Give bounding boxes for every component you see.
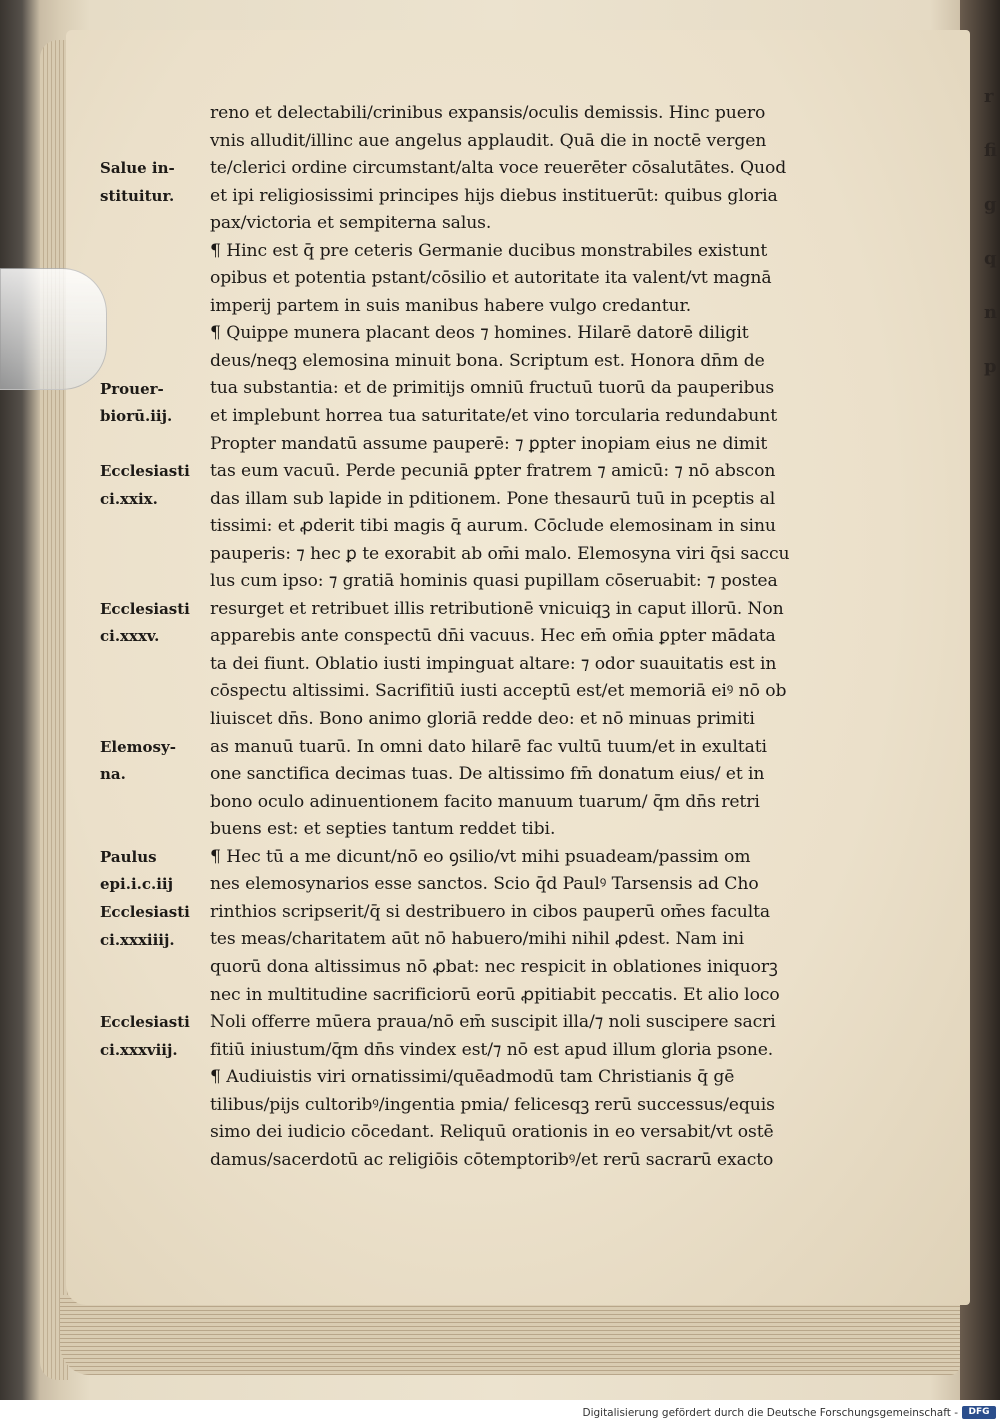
text-line: fitiū iniustum/q̄m dn̄s vindex est/⁊ nō est apud illum gloria psone. bbox=[210, 1039, 774, 1060]
margin-note: biorū.iij. bbox=[100, 407, 173, 426]
text-line: simo dei iudicio cōcedant. Reliquū orationis in eo versabit/vt ostē bbox=[210, 1122, 774, 1143]
text-line: rinthios scripserit/q̄ si destribuero in cibos pauperū om̄es faculta bbox=[210, 901, 771, 922]
text-line: liuiscet dn̄s. Bono animo gloriā redde deo: et nō minuas primiti bbox=[210, 709, 755, 730]
text-line: buens est: et septies tantum reddet tibi. bbox=[210, 819, 556, 840]
page-holder-clip bbox=[0, 268, 107, 390]
text-line: imperij partem in suis manibus habere vulgo credantur. bbox=[210, 295, 692, 316]
text-line: apparebis ante conspectū dn̄i vacuus. Hec em̄ om̄ia ꝑpter mādata bbox=[210, 626, 776, 647]
text-line: as manuū tuarū. In omni dato hilarē fac vultū tuum/et in exultati bbox=[210, 736, 767, 757]
text-line: et implebunt horrea tua saturitate/et vino torcularia redundabunt bbox=[210, 406, 778, 427]
text-line: ¶ Quippe munera placant deos ⁊ homines. Hilarē datorē diligit bbox=[210, 323, 749, 344]
text-line: tas eum vacuū. Perde pecuniā ꝑpter fratrem ⁊ amicū: ⁊ nō abscon bbox=[210, 461, 776, 482]
margin-note: na. bbox=[100, 765, 126, 784]
main-text bbox=[210, 100, 880, 1174]
text-line: lus cum ipso: ⁊ gratiā hominis quasi pupillam cōseruabit: ⁊ postea bbox=[210, 571, 778, 592]
text-line: bono oculo adinuentionem facito manuum tuarum/ q̄m dn̄s retri bbox=[210, 791, 760, 812]
text-line: Noli offerre mūera praua/nō em̄ suscipit illa/⁊ noli suscipere sacri bbox=[210, 1012, 776, 1033]
text-line: one sanctifica decimas tuas. De altissimo fm̄ donatum eius/ et in bbox=[210, 764, 765, 785]
margin-note: Ecclesiasti bbox=[100, 599, 190, 618]
page-edges-bottom bbox=[60, 1295, 960, 1375]
text-line: deus/neqꝫ elemosina minuit bona. Scriptum est. Honora dn̄m de bbox=[210, 350, 765, 371]
text-line: ¶ Audiuistis viri ornatissimi/quēadmodū tam Christianis q̄ gē bbox=[210, 1067, 735, 1088]
text-line: tilibus/pijs cultoribꝰ/ingentia pmia/ felicesqꝫ rerū successus/equis bbox=[210, 1094, 775, 1115]
text-line: Propter mandatū assume pauperē: ⁊ ꝑpter inopiam eius ne dimit bbox=[210, 433, 768, 454]
text-line: tissimi: et ꝓderit tibi magis q̄ aurum. Cōclude elemosinam in sinu bbox=[210, 516, 776, 537]
text-line: resurget et retribuet illis retributionē vnicuiqꝫ in caput illorū. Non bbox=[210, 598, 784, 619]
footer-credit: Digitalisierung gefördert durch die Deutsche Forschungsgemeinschaft - bbox=[582, 1407, 958, 1419]
margin-note: stituitur. bbox=[100, 186, 175, 205]
text-line: das illam sub lapide in pditionem. Pone thesaurū tuū in pceptis al bbox=[210, 488, 776, 509]
text-line: reno et delectabili/crinibus expansis/oculis demissis. Hinc puero bbox=[210, 103, 766, 123]
text-line: opibus et potentia pstant/cōsilio et autoritate ita valent/vt magnā bbox=[210, 268, 772, 289]
text-line: vnis alludit/illinc aue angelus applaudit. Quā die in noctē vergen bbox=[210, 130, 767, 151]
margin-note: Elemosy- bbox=[100, 737, 176, 756]
margin-note: ci.xxxv. bbox=[100, 627, 160, 646]
text-line: et ipi religiosissimi principes hijs diebus instituerūt: quibus gloria bbox=[210, 185, 778, 206]
margin-note: Ecclesiasti bbox=[100, 1013, 190, 1032]
text-line: nec in multitudine sacrificiorū eorū ꝓpitiabit peccatis. Et alio loco bbox=[210, 984, 780, 1005]
margin-note: epi.i.c.iij bbox=[100, 875, 174, 894]
margin-note: Paulus bbox=[100, 847, 157, 866]
text-line: ¶ Hinc est q̄ pre ceteris Germanie ducibus monstrabiles existunt bbox=[210, 240, 768, 261]
text-line: nes elemosynarios esse sanctos. Scio q̄d Paulꝰ Tarsensis ad Cho bbox=[210, 874, 759, 895]
margin-note: ci.xxxiiij. bbox=[100, 930, 175, 949]
text-line: tua substantia: et de primitijs omniū fructuū tuorū da pauperibus bbox=[210, 378, 775, 399]
text-line: te/clerici ordine circumstant/alta voce reuerēter cōsalutātes. Quod bbox=[210, 158, 787, 179]
dfg-logo: DFG bbox=[962, 1406, 996, 1419]
margin-note: ci.xxix. bbox=[100, 489, 158, 508]
page-edges-left bbox=[40, 40, 68, 1380]
margin-note: Ecclesiasti bbox=[100, 902, 190, 921]
text-line: ta dei fiunt. Oblatio iusti impinguat altare: ⁊ odor suauitatis est in bbox=[210, 653, 777, 674]
margin-note: Salue in- bbox=[100, 159, 175, 178]
text-line: tes meas/charitatem aūt nō habuero/mihi nihil ꝓdest. Nam ini bbox=[210, 929, 744, 950]
margin-note: ci.xxxviij. bbox=[100, 1040, 178, 1059]
margin-note: Ecclesiasti bbox=[100, 462, 190, 481]
text-line: quorū dona altissimus nō ꝓbat: nec respicit in oblationes iniquorꝫ bbox=[210, 956, 778, 977]
text-line: pax/victoria et sempiterna salus. bbox=[210, 213, 492, 234]
facing-page-fragments: r fi g q n p bbox=[984, 86, 998, 377]
text-line: ¶ Hec tū a me dicunt/nō eo ꝯsilio/vt mihi psuadeam/passim om bbox=[210, 846, 751, 867]
margin-note: Prouer- bbox=[100, 379, 164, 398]
text-line: damus/sacerdotū ac religiōis cōtemptoribꝰ/et rerū sacrarū exacto bbox=[210, 1149, 774, 1170]
text-line: cōspectu altissimi. Sacrifitiū iusti acceptū est/et memoriā eiꝰ nō ob bbox=[210, 681, 787, 702]
footer-bar bbox=[0, 1400, 1000, 1425]
text-line: pauperis: ⁊ hec ꝑ te exorabit ab om̄i malo. Elemosyna viri q̄si saccu bbox=[210, 543, 790, 564]
